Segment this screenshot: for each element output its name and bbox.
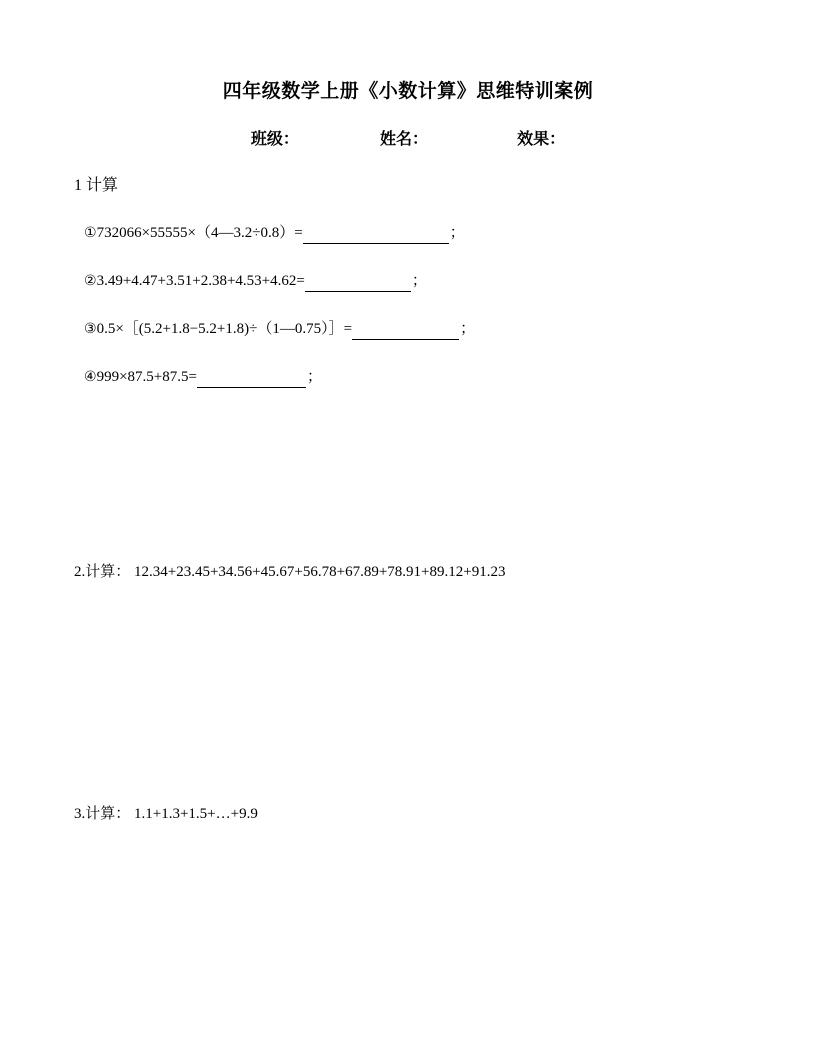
problem-1-item-1 (84, 222, 465, 244)
problem-1-item-3 (84, 318, 475, 340)
problem-marker: ① (84, 225, 97, 241)
problem-expression: 0.5×［(5.2+1.8−5.2+1.8)÷（1—0.75）］= (96, 321, 353, 337)
problem-expression: 3.49+4.47+3.51+2.38+4.53+4.62= (96, 273, 305, 289)
score-label: 效果： (517, 129, 566, 148)
answer-blank[interactable] (197, 372, 306, 388)
problem-2 (74, 560, 505, 581)
problem-3 (74, 802, 258, 823)
answer-blank[interactable] (303, 228, 449, 244)
problem-terminator: ； (460, 321, 476, 337)
answer-blank[interactable] (305, 276, 411, 292)
problem-1-item-4 (84, 366, 322, 388)
problem-marker: ③ (84, 321, 97, 337)
problem-expression: 732066×55555×（4—3.2÷0.8）= (96, 225, 303, 241)
problem-2-heading: 2.计算： (74, 564, 131, 580)
problem-marker: ② (84, 273, 97, 289)
answer-blank[interactable] (352, 324, 459, 340)
problem-expression: 999×87.5+87.5= (96, 369, 197, 385)
problem-terminator: ； (411, 273, 427, 289)
problem-1-item-2 (84, 270, 427, 292)
problem-marker: ④ (84, 369, 97, 385)
name-label: 姓名： (379, 129, 428, 148)
page-title: 四年级数学上册《小数计算》思维特训案例 (222, 80, 594, 102)
student-info-row (0, 126, 816, 149)
class-label: 班级： (250, 129, 299, 148)
problem-terminator: ； (306, 369, 322, 385)
problem-2-expression: 12.34+23.45+34.56+45.67+56.78+67.89+78.91+89.12+91.23 (134, 564, 506, 580)
problem-3-heading: 3.计算： (74, 806, 131, 822)
problem-3-expression: 1.1+1.3+1.5+…+9.9 (134, 806, 258, 822)
problem-terminator: ； (449, 225, 465, 241)
section-1-heading: 1 计算 (74, 177, 119, 194)
